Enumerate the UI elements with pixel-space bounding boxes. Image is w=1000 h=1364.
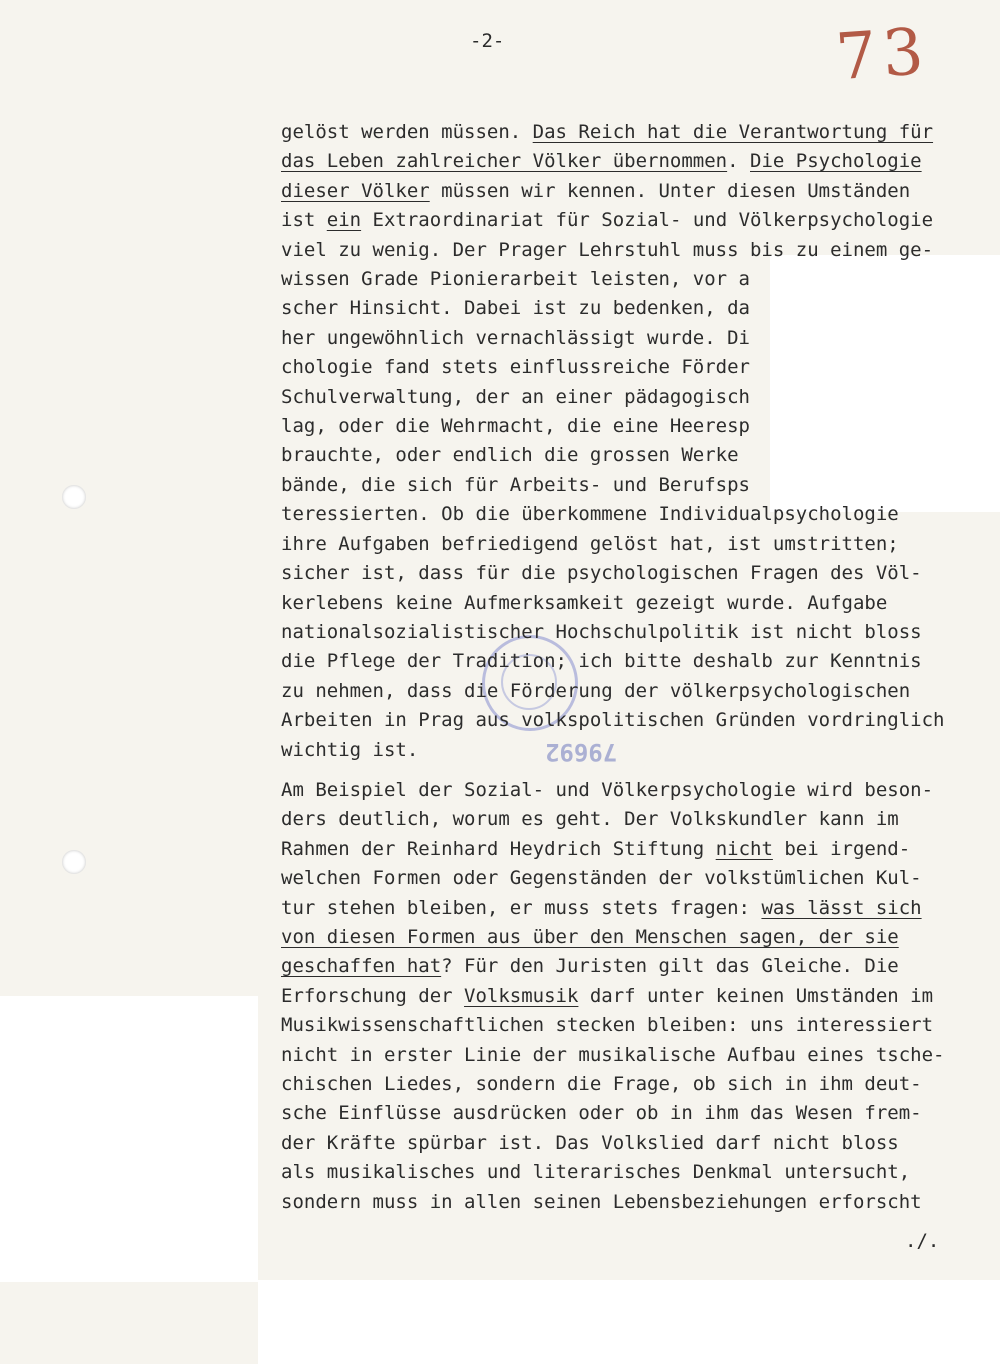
text-run: Rahmen der Reinhard Heydrich Stiftung [281, 837, 716, 860]
text-line [281, 471, 981, 500]
text-run: nationalsozialistischer Hochschulpolitik ist nicht bloss [281, 620, 922, 643]
underlined-text: Volksmusik [464, 984, 579, 1007]
text-run: darf unter keinen Umständen im [578, 984, 934, 1007]
text-run: zu nehmen, dass die Förderung der völkerpsychologischen [281, 679, 911, 702]
text-line [281, 206, 981, 235]
text-run: Am Beispiel der Sozial- und Völkerpsychologie wird beson- [281, 779, 934, 801]
text-line [281, 647, 981, 676]
text-line [281, 776, 981, 805]
text-run: welchen Formen oder Gegenständen der volkstümlichen Kul- [281, 867, 922, 890]
margin-strip-bottom [258, 1280, 1000, 1364]
text-line [281, 589, 981, 618]
text-line [281, 530, 981, 559]
text-line [281, 383, 981, 412]
text-line [281, 1099, 981, 1128]
underlined-text: ein [326, 209, 362, 232]
underlined-text: Die Psychologie [750, 150, 922, 173]
text-run: bei irgend- [772, 837, 911, 860]
text-run: teressierten. Ob die überkommene Individualpsychologie [281, 503, 899, 526]
text-line [281, 500, 981, 529]
text-run: kerlebens keine Aufmerksamkeit gezeigt wurde. Aufgabe [281, 591, 888, 614]
text-run: gelöst werden müssen. [281, 121, 533, 143]
text-run: wissen Grade Pionierarbeit leisten, vor a [281, 268, 750, 291]
text-line [281, 324, 981, 353]
text-run: die Pflege der Tradition; ich bitte deshalb zur Kenntnis [281, 650, 922, 673]
text-line [281, 952, 981, 981]
text-line [281, 236, 981, 265]
text-line [281, 118, 981, 147]
underlined-text: dieser Völker [281, 179, 430, 202]
text-run: chologie fand stets einflussreiche Förder [281, 356, 750, 379]
underlined-text: nicht [715, 837, 773, 860]
redaction-block-left [0, 996, 258, 1282]
underlined-text: was lässt sich [761, 896, 922, 919]
text-line [281, 1188, 981, 1217]
punch-hole [62, 485, 86, 509]
underlined-text: von diesen Formen aus über den Menschen sagen, der sie [281, 926, 899, 949]
text-run: . [727, 150, 751, 173]
text-line [281, 441, 981, 470]
text-run: Schulverwaltung, der an einer pädagogisch [281, 385, 750, 408]
text-run: ders deutlich, worum es geht. Der Volkskundler kann im [281, 808, 899, 831]
text-run: Erforschung der [281, 984, 465, 1007]
text-line [281, 923, 981, 952]
text-line [281, 265, 981, 294]
text-run: müssen wir kennen. Unter diesen Umständen [429, 179, 911, 202]
text-line [281, 736, 981, 765]
text-run: sondern muss in allen seinen Lebensbeziehungen erforscht [281, 1190, 922, 1213]
text-run: viel zu wenig. Der Prager Lehrstuhl muss bis zu einem ge- [281, 238, 934, 261]
text-run: brauchte, oder endlich die grossen Werke [281, 444, 739, 467]
stamp-number: 79692 [545, 738, 618, 766]
text-line [281, 559, 981, 588]
text-run: wichtig ist. [281, 738, 419, 761]
text-line [281, 677, 981, 706]
text-line [281, 353, 981, 382]
text-run: der Kräfte spürbar ist. Das Volkslied darf nicht bloss [281, 1131, 899, 1154]
underlined-text: geschaffen hat [281, 955, 442, 978]
text-run: bände, die sich für Arbeits- und Berufsps [281, 473, 750, 496]
text-line [281, 618, 981, 647]
paragraph-2 [281, 776, 981, 1217]
text-run: als musikalisches und literarisches Denkmal untersucht, [281, 1161, 911, 1184]
continuation-mark: ./. [905, 1230, 940, 1252]
underlined-text: Das Reich hat die Verantwortung für [532, 121, 934, 143]
text-run: ? Für den Juristen gilt das Gleiche. Die [441, 955, 899, 978]
text-run: scher Hinsicht. Dabei ist zu bedenken, da [281, 297, 750, 320]
text-run: her ungewöhnlich vernachlässigt wurde. Di [281, 326, 750, 349]
text-run: lag, oder die Wehrmacht, die eine Heeresp [281, 415, 750, 438]
text-line [281, 412, 981, 441]
text-run: Arbeiten in Prag aus volkspolitischen Gründen vordringlich [281, 709, 945, 732]
text-line [281, 294, 981, 323]
handwritten-folio-number: 73 [833, 14, 932, 96]
text-line [281, 1011, 981, 1040]
text-run: sicher ist, dass für die psychologischen Fragen des Völ- [281, 562, 922, 585]
text-run: Musikwissenschaftlichen stecken bleiben: uns interessiert [281, 1014, 934, 1037]
text-line [281, 835, 981, 864]
text-line [281, 805, 981, 834]
text-run: nicht in erster Linie der musikalische Aufbau eines tsche- [281, 1043, 945, 1066]
text-line [281, 1041, 981, 1070]
text-run: ihre Aufgaben befriedigend gelöst hat, ist umstritten; [281, 532, 899, 555]
text-run: sche Einflüsse ausdrücken oder ob in ihm das Wesen frem- [281, 1102, 922, 1125]
text-line [281, 147, 981, 176]
text-line [281, 864, 981, 893]
text-line [281, 1158, 981, 1187]
text-line [281, 1070, 981, 1099]
text-line [281, 982, 981, 1011]
text-run: tur stehen bleiben, er muss stets fragen: [281, 896, 762, 919]
text-run: Extraordinariat für Sozial- und Völkerpsychologie [361, 209, 934, 232]
text-line [281, 706, 981, 735]
text-line [281, 894, 981, 923]
punch-hole [62, 850, 86, 874]
paragraph-1 [281, 118, 981, 765]
text-line [281, 177, 981, 206]
page-number: -2- [470, 30, 505, 52]
text-run: chischen Liedes, sondern die Frage, ob sich in ihm deut- [281, 1073, 922, 1096]
underlined-text: das Leben zahlreicher Völker übernommen [281, 150, 728, 173]
text-run: ist [281, 209, 327, 232]
text-line [281, 1129, 981, 1158]
